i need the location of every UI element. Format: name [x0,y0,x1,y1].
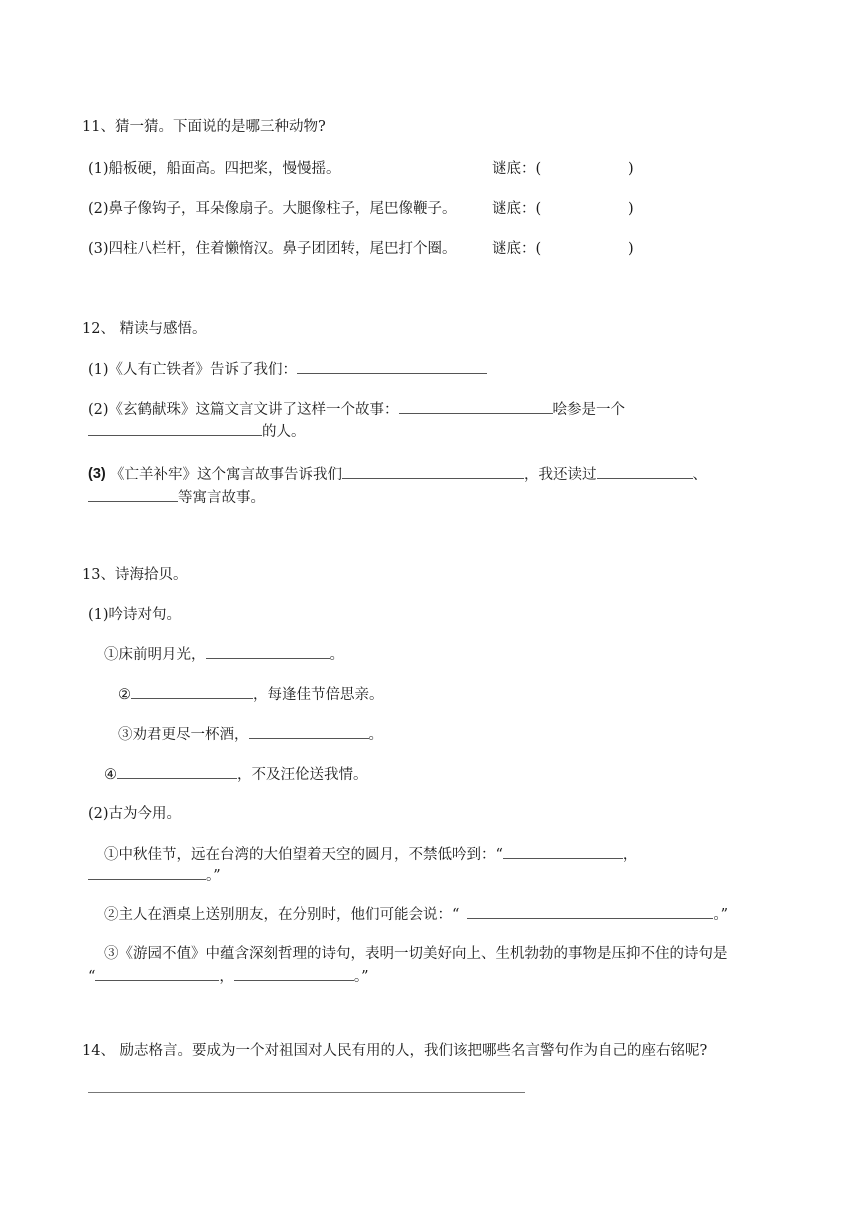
q12-title: 12、 精读与感悟。 [82,321,207,337]
q13-usage-1-comma: ， [622,847,638,863]
q12-item-3-blank-1[interactable] [342,465,524,479]
q12-item-2-line1 [88,400,625,419]
q13-usage-2-end: 。” [713,907,729,923]
q12-item-1-text: (1)《人有亡铁者》告诉了我们： [88,362,298,378]
q13-poem-1 [104,645,344,664]
q11-item-1: (1)船板硬，船面高。四把桨，慢慢摇。 [88,161,341,177]
q13-usage-1-line2 [88,866,221,885]
q11-title: 11、猜一猜。下面说的是哪三种动物? [82,119,326,135]
q13-poem-2-num: ② [118,687,131,703]
q13-usage-1-text: ①中秋佳节，远在台湾的大伯望着天空的圆月，不禁低吟到：“ [104,847,503,863]
q13-poem-2-blank[interactable] [131,685,253,699]
q12-item-3-line1 [110,465,707,484]
q12-item-1 [88,360,487,379]
q13-poem-2-text: ，每逢佳节倍思亲。 [253,687,384,703]
q13-usage-3-comma: ， [219,969,234,985]
q13-part2-title: (2)古为今用。 [88,806,182,822]
q12-item-2-blank-1[interactable] [399,400,553,414]
q13-usage-1-blank-2[interactable] [88,866,206,880]
q12-item-3-blank-2[interactable] [597,465,693,479]
q11-item-3: (3)四柱八栏杆，住着懒惰汉。鼻子团团转，尾巴打个圈。 [88,241,457,257]
q11-answer-label-1: 谜底：( [492,161,542,177]
q13-usage-2 [104,905,728,924]
q13-usage-1-end: 。” [206,868,221,884]
q11-answer-label-3: 谜底：( [492,241,542,257]
q11-answer-label-2: 谜底：( [492,201,542,217]
q13-usage-2-blank[interactable] [467,905,713,919]
q13-poem-4-num: ④ [104,767,117,783]
q13-poem-4-text: ，不及汪伦送我情。 [237,767,368,783]
q12-item-2-text-c: 的人。 [262,424,306,440]
q13-usage-3-blank-1[interactable] [95,967,219,981]
q13-poem-3 [118,725,383,744]
q13-poem-1-text: ①床前明月光， [104,647,206,663]
q13-usage-3-line2 [88,967,369,986]
q13-usage-3-end: 。” [353,969,369,985]
q12-item-3-line2 [88,488,265,507]
q12-item-3-blank-3[interactable] [88,488,178,502]
q14-answer-line[interactable] [88,1092,525,1093]
q11-item-2: (2)鼻子像钩子，耳朵像扇子。大腿像柱子，尾巴像鞭子。 [88,201,457,217]
q12-item-3-text-b: ，我还读过 [524,467,597,483]
q12-item-2-line2 [88,422,306,441]
q12-item-3-text-c: 、 [692,467,707,483]
q13-poem-4-blank[interactable] [117,765,237,779]
q11-answer-close-3: ) [628,241,634,257]
q13-poem-4 [104,765,368,784]
q12-item-2-text-b: 哙参是一个 [552,402,626,418]
q13-usage-2-text: ②主人在酒桌上送别朋友，在分别时，他们可能会说：“ [104,907,460,923]
q13-poem-3-blank[interactable] [249,725,369,739]
q13-usage-1-blank-1[interactable] [503,845,623,859]
q13-usage-3-line1: ③《游园不值》中蕴含深刻哲理的诗句，表明一切美好向上、生机勃勃的事物是压抑不住的诗句是 [104,946,728,962]
q14-title: 14、 励志格言。要成为一个对祖国对人民有用的人，我们该把哪些名言警句作为自己的座右铭呢? [82,1043,708,1059]
q13-usage-3-open-quote: “ [88,969,96,985]
q13-poem-1-end: 。 [329,647,344,663]
q13-title: 13、诗海拾贝。 [82,567,188,583]
q12-item-3-text: 《亡羊补牢》这个寓言故事告诉我们 [110,467,342,483]
q13-part1-title: (1)吟诗对句。 [88,607,182,623]
q12-item-3-number: (3) [88,466,106,482]
q12-item-1-blank[interactable] [297,360,487,374]
q13-poem-3-end: 。 [368,727,383,743]
q13-poem-1-blank[interactable] [206,645,330,659]
q11-answer-close-2: ) [628,201,634,217]
q13-usage-3-blank-2[interactable] [234,967,354,981]
q12-item-3-text-d: 等寓言故事。 [178,490,265,506]
q12-item-2-blank-2[interactable] [88,422,262,436]
q12-item-2-text: (2)《玄鹤献珠》这篇文言文讲了这样一个故事： [88,402,399,418]
q13-poem-2 [118,685,384,704]
q13-poem-3-text: ③劝君更尽一杯酒， [118,727,249,743]
q11-answer-close-1: ) [628,161,634,177]
q13-usage-1-line1 [104,845,637,864]
